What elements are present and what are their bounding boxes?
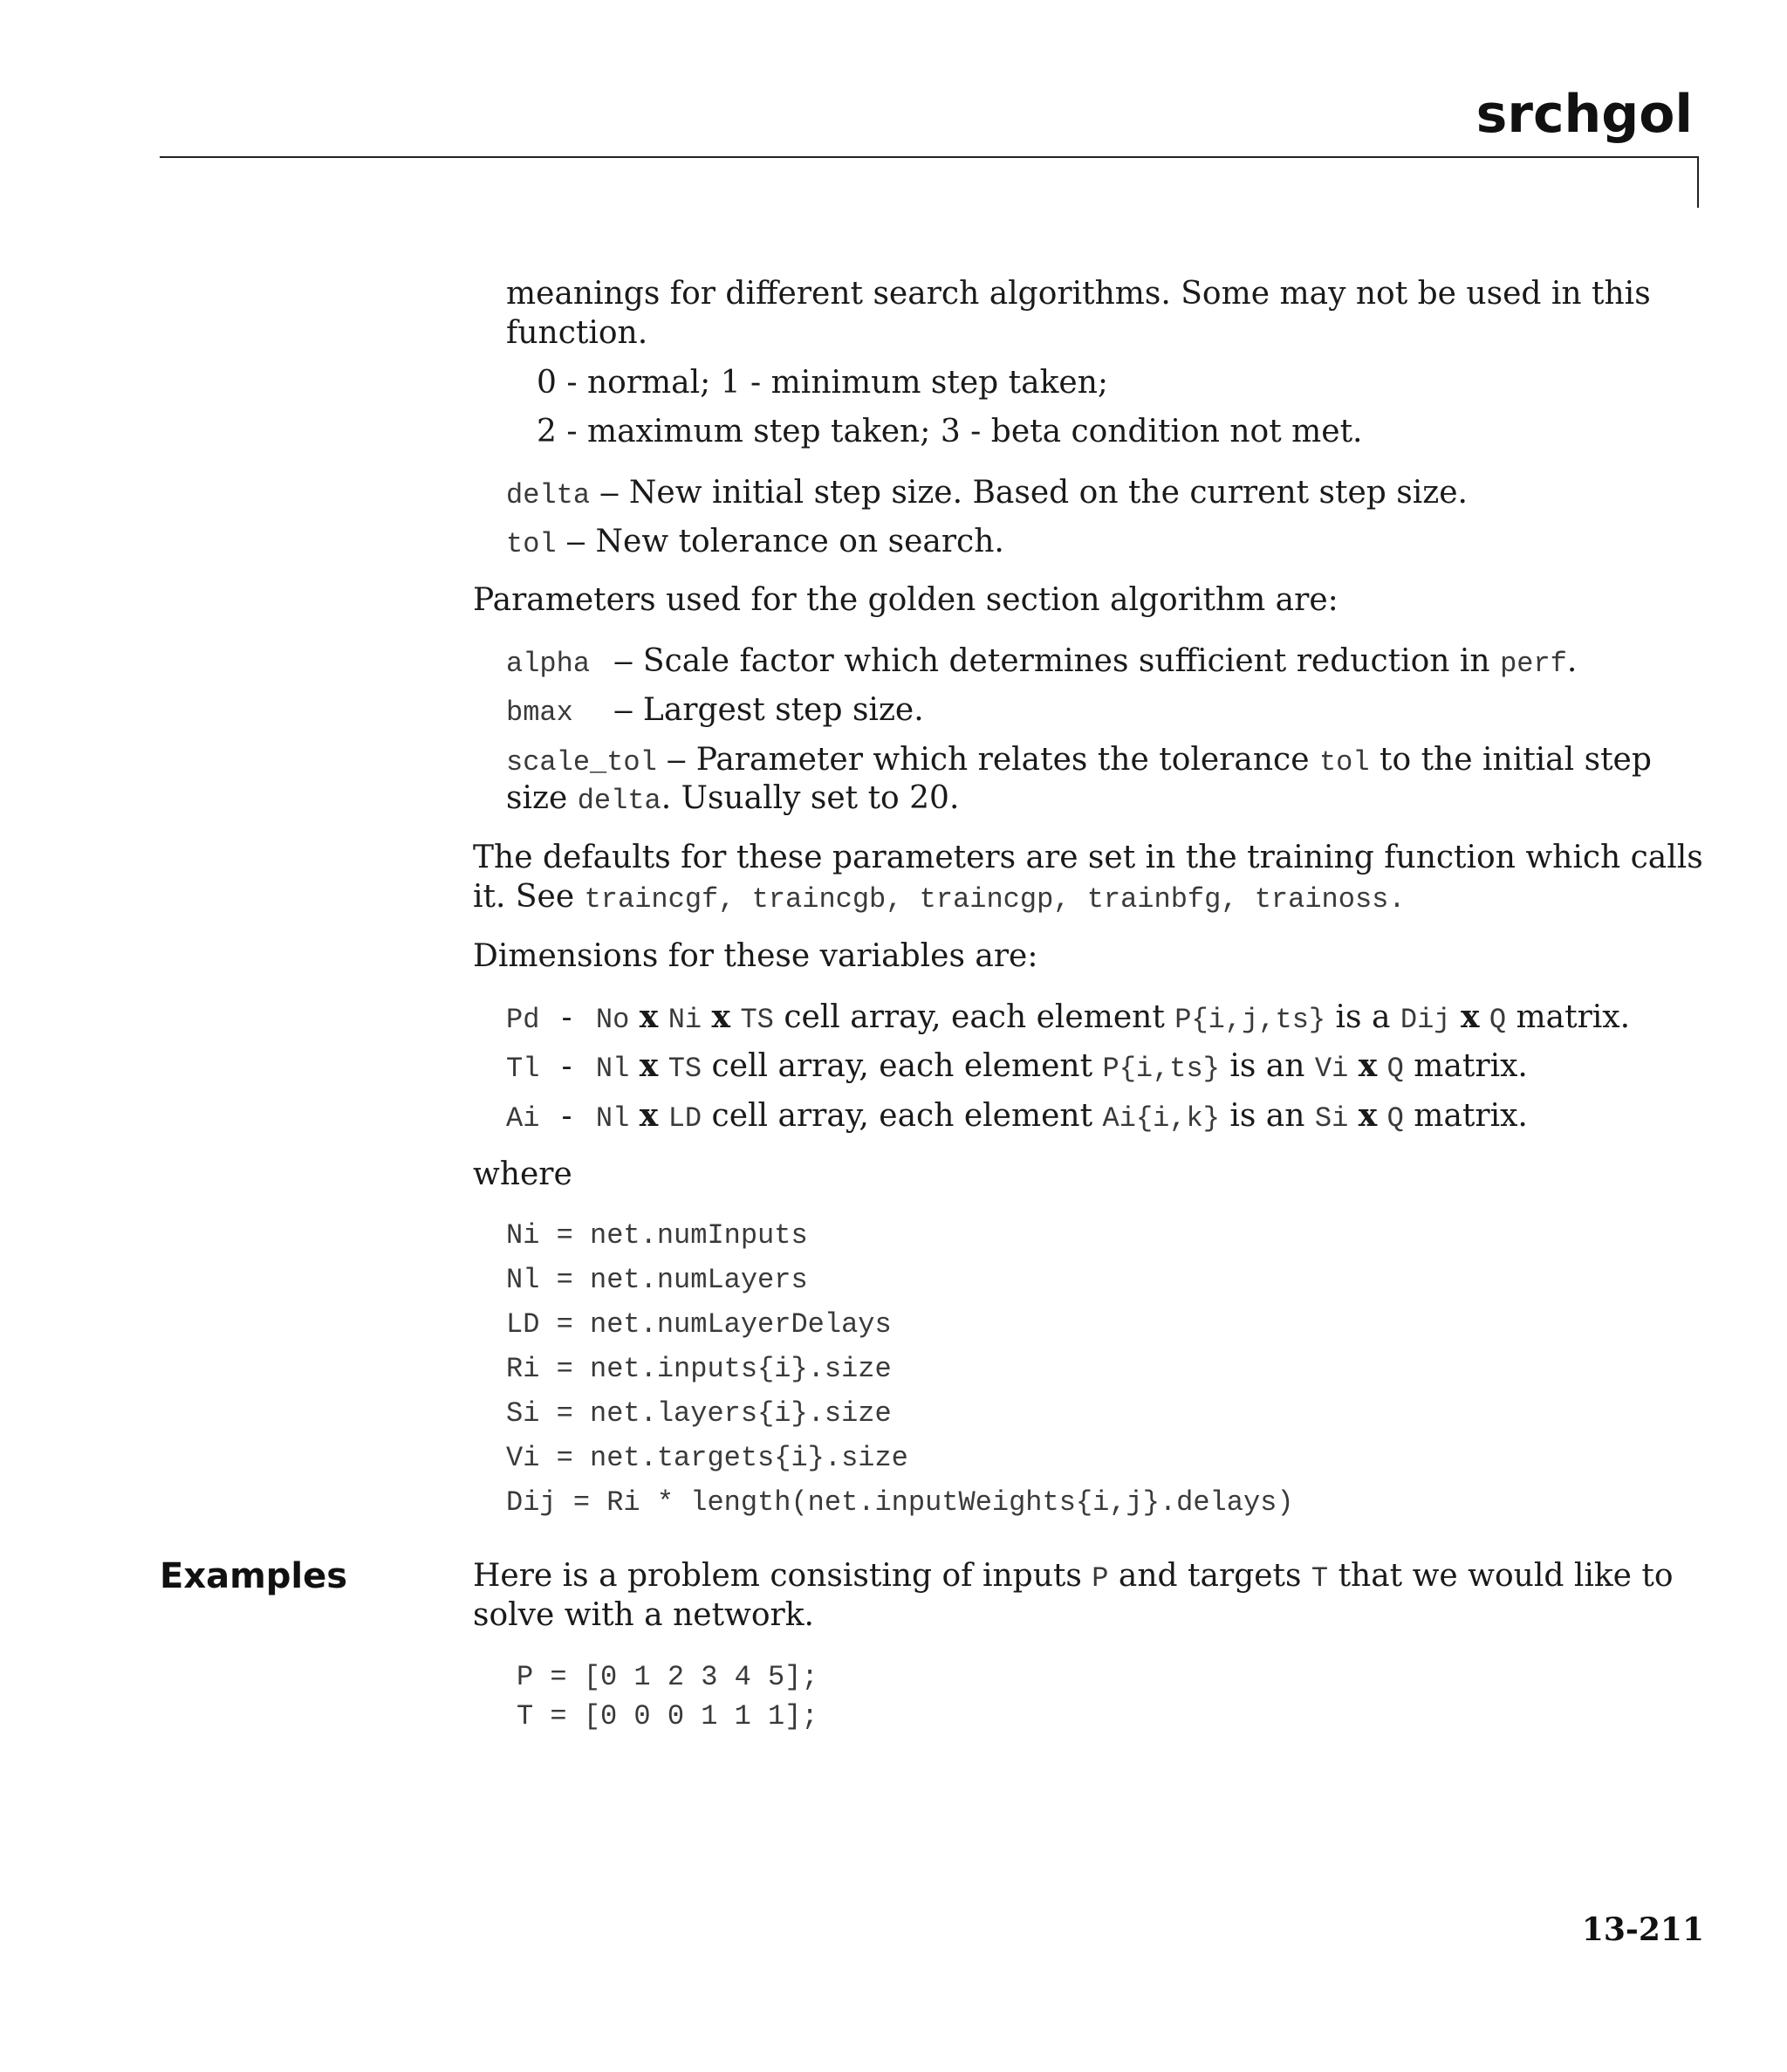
dim-tl-sep: - (561, 1047, 572, 1083)
where-def-vi: Vi = net.targets{i}.size (506, 1442, 908, 1474)
defaults-line-1: The defaults for these parameters are set in the training function which calls (473, 840, 1703, 875)
param-scale-tol-sep: – (668, 741, 686, 777)
param-scale-tol-desc2: to the initial step (1369, 742, 1652, 778)
where-label: where (473, 1156, 572, 1192)
param-scale-tol-code2: delta (577, 785, 661, 817)
param-bmax-name: bmax (506, 696, 573, 729)
dim-pd-x2: x (711, 998, 731, 1035)
dim-pd-c: TS (740, 1004, 774, 1036)
param-bmax-desc: Largest step size. (642, 692, 924, 728)
examples-line-2: solve with a network. (473, 1597, 814, 1633)
output-delta-name: delta (506, 479, 591, 511)
dim-row-tl (506, 1047, 1528, 1085)
dim-tl-t2: is an (1219, 1048, 1315, 1084)
examples-code-t: T (1311, 1562, 1329, 1595)
examples-line-1 (473, 1558, 1674, 1595)
param-alpha-desc: Scale factor which determines sufficient reduction in (642, 643, 1501, 679)
dim-tl-x3: x (1358, 1047, 1378, 1084)
dim-tl-x1: x (639, 1047, 659, 1084)
examples-text-2: and targets (1108, 1558, 1311, 1594)
dim-pd-e: P{i,j,ts} (1174, 1004, 1326, 1036)
dim-row-pd (506, 998, 1630, 1036)
dim-tl-f: Vi (1314, 1053, 1349, 1085)
param-alpha-end: . (1566, 643, 1578, 679)
param-scale-tol-name: scale_tol (506, 746, 657, 779)
output-tol-desc: New tolerance on search. (595, 524, 1004, 559)
defaults-line-2 (473, 879, 1406, 916)
dim-pd-f: Dij (1400, 1004, 1451, 1036)
dim-ai-t2: is an (1219, 1098, 1315, 1134)
dims-heading: Dimensions for these variables are: (473, 938, 1038, 974)
param-alpha-name: alpha (506, 648, 591, 680)
dim-tl-t3: matrix. (1403, 1048, 1528, 1084)
examples-code-p: P (1092, 1562, 1109, 1595)
example-code-line-2: T = [0 0 0 1 1 1]; (517, 1700, 818, 1732)
status-line-1: 0 - normal; 1 - minimum step taken; (537, 365, 1109, 401)
dim-ai-x1: x (639, 1097, 659, 1134)
output-delta-sep: – (600, 474, 619, 510)
dim-pd-t1: cell array, each element (773, 999, 1175, 1035)
status-line-2: 2 - maximum step taken; 3 - beta condition not met. (537, 414, 1363, 449)
examples-text-3: that we would like to (1328, 1558, 1674, 1594)
header-rule (160, 156, 1698, 158)
param-scale-tol-desc4: . Usually set to 20. (661, 780, 960, 816)
output-tol (506, 523, 1004, 560)
dim-pd-sep: - (561, 998, 572, 1034)
where-def-nl: Nl = net.numLayers (506, 1264, 808, 1296)
dim-tl-g: Q (1386, 1053, 1404, 1085)
dim-tl-t1: cell array, each element (702, 1048, 1103, 1084)
param-alpha (506, 642, 1577, 680)
where-def-ld: LD = net.numLayerDelays (506, 1308, 892, 1341)
header-rule-tick (1697, 156, 1699, 208)
dim-ai-f: Si (1314, 1102, 1349, 1135)
dim-pd-t3: matrix. (1506, 999, 1631, 1035)
param-alpha-sep: – (614, 642, 633, 678)
where-def-dij: Dij = Ri * length(net.inputWeights{i,j}.delays) (506, 1486, 1294, 1519)
page-header-title: srchgol (1475, 84, 1693, 145)
param-scale-tol-desc1: Parameter which relates the tolerance (695, 742, 1319, 778)
where-def-ri: Ri = net.inputs{i}.size (506, 1353, 892, 1385)
intro-line-2: function. (506, 315, 648, 351)
dim-tl-a: Nl (595, 1053, 630, 1085)
dim-pd-b: Ni (668, 1004, 702, 1036)
where-def-si: Si = net.layers{i}.size (506, 1397, 892, 1430)
defaults-line-2-text: it. See (473, 879, 585, 915)
param-scale-tol-desc3: size (506, 780, 578, 816)
dim-pd-g: Q (1489, 1004, 1507, 1036)
dim-ai-sep: - (561, 1097, 572, 1133)
dim-ai-t1: cell array, each element (702, 1098, 1103, 1134)
dim-row-ai (506, 1097, 1528, 1135)
examples-section-label: Examples (160, 1556, 348, 1596)
params-heading: Parameters used for the golden section algorithm are: (473, 582, 1339, 618)
example-code-line-1: P = [0 1 2 3 4 5]; (517, 1661, 818, 1693)
param-scale-tol (506, 741, 1652, 779)
dim-pd-name: Pd (506, 1004, 540, 1036)
dim-ai-a: Nl (595, 1102, 630, 1135)
examples-text-1: Here is a problem consisting of inputs (473, 1558, 1092, 1594)
param-alpha-code: perf (1500, 648, 1567, 680)
param-bmax (506, 691, 924, 729)
dim-ai-b: LD (668, 1102, 702, 1135)
output-tol-name: tol (506, 528, 557, 560)
param-scale-tol-code1: tol (1318, 746, 1370, 779)
dim-pd-a: No (595, 1004, 630, 1036)
dim-ai-name: Ai (506, 1102, 540, 1135)
dim-ai-e: Ai{i,k} (1102, 1102, 1220, 1135)
defaults-training-functions: traincgf, traincgb, traincgp, trainbfg, trainoss. (584, 883, 1406, 916)
dim-ai-x3: x (1358, 1097, 1378, 1134)
dim-pd-t2: is a (1325, 999, 1400, 1035)
dim-tl-name: Tl (506, 1053, 540, 1085)
dim-pd-x1: x (639, 998, 659, 1035)
param-bmax-sep: – (614, 691, 633, 727)
page-number: 13-211 (1581, 1911, 1704, 1948)
dim-tl-b: TS (668, 1053, 702, 1085)
dim-ai-g: Q (1386, 1102, 1404, 1135)
dim-ai-t3: matrix. (1403, 1098, 1528, 1134)
param-scale-tol-line2 (506, 780, 959, 817)
intro-line-1: meanings for different search algorithms. Some may not be used in this (506, 276, 1651, 312)
dim-pd-x3: x (1460, 998, 1480, 1035)
output-delta-desc: New initial step size. Based on the current step size. (628, 475, 1468, 511)
output-tol-sep: – (567, 523, 585, 559)
dim-tl-e: P{i,ts} (1102, 1053, 1220, 1085)
where-def-ni: Ni = net.numInputs (506, 1219, 808, 1252)
output-delta (506, 474, 1468, 511)
